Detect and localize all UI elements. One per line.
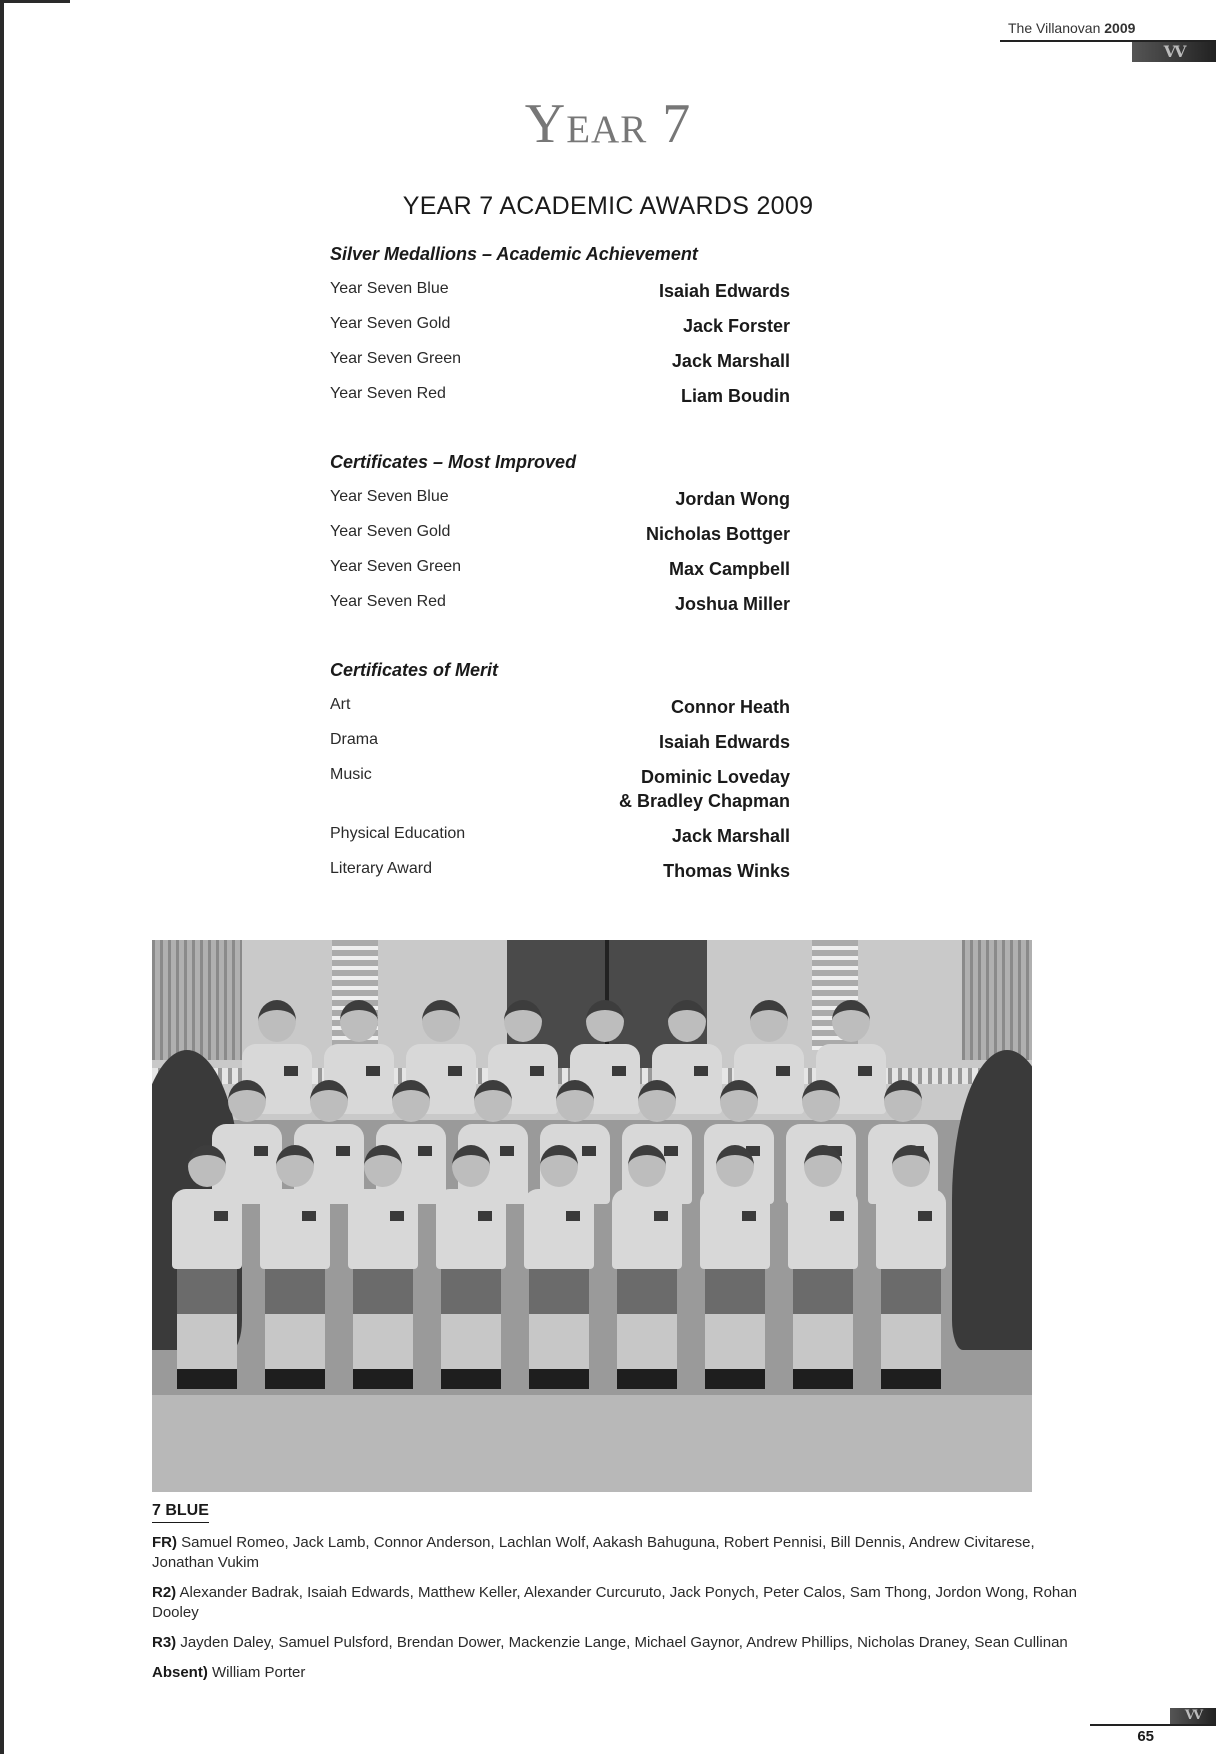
caption-row-names: Alexander Badrak, Isaiah Edwards, Matthew Keller, Alexander Curcuruto, Jack Ponych, Peter Calos, Sam Thong, Jordon Wong, Rohan Dooley bbox=[152, 1584, 1077, 1621]
award-row bbox=[330, 765, 790, 813]
award-category: Year Seven Gold bbox=[330, 315, 451, 332]
student-figure bbox=[524, 1145, 594, 1389]
award-category: Music bbox=[330, 766, 372, 783]
award-recipient: Jack Marshall bbox=[671, 826, 790, 846]
award-category: Year Seven Green bbox=[330, 558, 462, 575]
student-figure bbox=[172, 1145, 242, 1389]
caption-row-label: Absent) bbox=[152, 1664, 208, 1681]
caption-row bbox=[152, 1663, 1092, 1683]
caption-row-label: FR) bbox=[152, 1534, 177, 1551]
running-header-text bbox=[1000, 20, 1216, 38]
award-category: Literary Award bbox=[330, 860, 432, 877]
award-category: Year Seven Gold bbox=[330, 523, 451, 540]
page-edge-corner bbox=[0, 0, 70, 3]
awards-heading: YEAR 7 ACADEMIC AWARDS 2009 bbox=[402, 192, 814, 220]
photo-caption bbox=[152, 1502, 1092, 1683]
award-category: Physical Education bbox=[330, 825, 466, 842]
photo-shutter-right bbox=[962, 940, 1032, 1060]
award-row bbox=[330, 522, 790, 546]
award-row bbox=[330, 279, 790, 303]
award-recipient: Jack Marshall bbox=[671, 351, 790, 371]
section-title: Silver Medallions – Academic Achievement bbox=[330, 244, 698, 264]
award-row bbox=[330, 314, 790, 338]
award-recipient: Jordan Wong bbox=[675, 489, 790, 509]
running-header bbox=[1000, 20, 1216, 38]
award-row bbox=[330, 730, 790, 754]
section-title: Certificates of Merit bbox=[330, 660, 499, 680]
caption-row-names: William Porter bbox=[212, 1664, 306, 1681]
award-row bbox=[330, 695, 790, 719]
award-recipient: & Bradley Chapman bbox=[618, 791, 790, 811]
award-recipient: Isaiah Edwards bbox=[658, 732, 790, 752]
caption-row-label: R3) bbox=[152, 1634, 177, 1651]
award-category: Year Seven Red bbox=[330, 593, 446, 610]
award-row bbox=[330, 592, 790, 616]
award-recipient-pair bbox=[619, 765, 790, 813]
award-category: Drama bbox=[330, 731, 379, 748]
award-category: Year Seven Red bbox=[330, 385, 446, 402]
award-recipient: Jack Forster bbox=[682, 316, 790, 336]
villanovan-logo: VV bbox=[1132, 42, 1216, 62]
section-certificates-of-merit bbox=[330, 660, 790, 883]
student-figure bbox=[788, 1145, 858, 1389]
caption-title: 7 BLUE bbox=[152, 1502, 209, 1523]
award-recipient: Joshua Miller bbox=[674, 594, 790, 614]
award-row bbox=[330, 384, 790, 408]
award-recipient: Thomas Winks bbox=[663, 861, 790, 881]
student-figure bbox=[260, 1145, 330, 1389]
student-figure bbox=[612, 1145, 682, 1389]
caption-row-names: Samuel Romeo, Jack Lamb, Connor Anderson, Lachlan Wolf, Aakash Bahuguna, Robert Pennisi, Bill Dennis, Andrew Civitarese, Jonathan Vukim bbox=[152, 1534, 1035, 1571]
award-category: Year Seven Green bbox=[330, 350, 462, 367]
publication-year: 2009 bbox=[1104, 20, 1136, 36]
student-figure bbox=[876, 1145, 946, 1389]
award-row bbox=[330, 349, 790, 373]
class-photo bbox=[152, 940, 1032, 1492]
caption-row bbox=[152, 1633, 1092, 1653]
student-figure bbox=[436, 1145, 506, 1389]
caption-row-names: Jayden Daley, Samuel Pulsford, Brendan Dower, Mackenzie Lange, Michael Gaynor, Andrew Phillips, Nicholas Draney, Sean Cullinan bbox=[180, 1634, 1068, 1651]
section-most-improved bbox=[330, 452, 790, 616]
award-recipient: Isaiah Edwards bbox=[658, 281, 790, 301]
award-recipient: Connor Heath bbox=[671, 697, 790, 717]
award-recipient: Liam Boudin bbox=[681, 386, 790, 406]
footer-logo: VV bbox=[1170, 1708, 1216, 1724]
student-figure bbox=[700, 1145, 770, 1389]
footer-rule bbox=[1090, 1724, 1216, 1726]
photo-shutter-left bbox=[152, 940, 242, 1060]
award-row bbox=[330, 557, 790, 581]
award-row bbox=[330, 824, 790, 848]
section-silver-medallions bbox=[330, 244, 790, 408]
photo-ground bbox=[152, 1395, 1032, 1492]
caption-row bbox=[152, 1533, 1092, 1573]
section-title: Certificates – Most Improved bbox=[330, 452, 577, 472]
award-recipient: Dominic Loveday bbox=[640, 767, 790, 787]
student-figure bbox=[348, 1145, 418, 1389]
publication-name: The Villanovan bbox=[1008, 20, 1101, 36]
award-row bbox=[330, 487, 790, 511]
caption-row-label: R2) bbox=[152, 1584, 177, 1601]
caption-row bbox=[152, 1583, 1092, 1623]
award-recipient: Nicholas Bottger bbox=[645, 524, 790, 544]
page-title: Year 7 bbox=[524, 93, 692, 155]
award-row bbox=[330, 859, 790, 883]
award-category: Art bbox=[330, 696, 351, 713]
award-category: Year Seven Blue bbox=[330, 488, 449, 505]
page-edge-line bbox=[0, 0, 4, 1754]
award-category: Year Seven Blue bbox=[330, 280, 449, 297]
page-number: 65 bbox=[1137, 1728, 1154, 1745]
award-recipient: Max Campbell bbox=[668, 559, 790, 579]
